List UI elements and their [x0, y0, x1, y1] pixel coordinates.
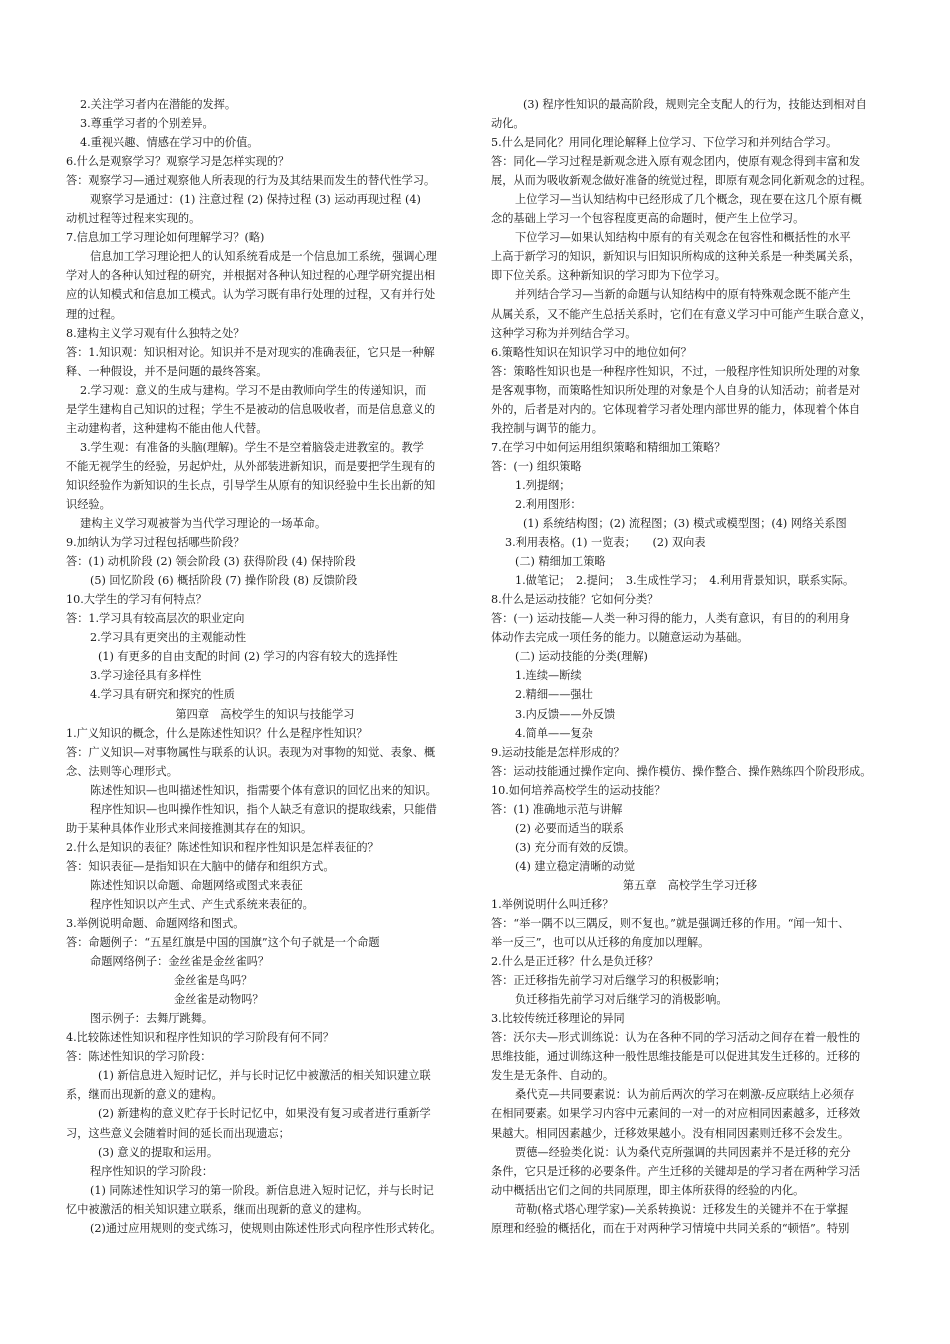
text-line: (1) 新信息进入短时记忆，并与长时记忆中被激活的相关知识建立联 [98, 1069, 431, 1083]
text-line: 上高于新学习的知识，新知识与旧知识所构成的这种关系是一种类属关系， [491, 250, 861, 264]
text-line: 主动建构者，这种建构不能由他人代替。 [66, 421, 268, 435]
text-line: 2.什么是知识的表征？陈述性知识和程序性知识是怎样表征的？ [66, 840, 379, 854]
text-line: 1.广义知识的概念，什么是陈述性知识？什么是程序性知识？ [66, 726, 368, 740]
text-line: 念、法则等心理形式。 [66, 764, 178, 778]
text-line: 助于某种具体作业形式来间接推测其存在的知识。 [66, 821, 313, 835]
text-line: 知识经验作为新知识的生长点，引导学生从原有的知识经验中生长出新的知 [66, 478, 436, 492]
text-line: 5.什么是同化？用同化理论解释上位学习、下位学习和并列结合学习。 [491, 136, 838, 150]
text-line: 答：正迁移指先前学习对后继学习的积极影响； [491, 974, 726, 988]
text-line: (1) 系统结构图；(2) 流程图；(3) 模式或模型图；(4) 网络关系图 [523, 517, 847, 531]
text-line: 命题网络例子：金丝雀是金丝雀吗？ [90, 955, 270, 969]
text-line: 2.精细——强壮 [515, 688, 593, 702]
text-line: (5) 回忆阶段 (6) 概括阶段 (7) 操作阶段 (8) 反馈阶段 [90, 574, 358, 588]
text-line: 展，从而为吸收新观念做好准备的统觉过程，即原有观念同化新观念的过程。 [491, 174, 872, 188]
text-line: 原理和经验的概括化，而在于对两种学习情境中共同关系的“顿悟”。特别 [491, 1221, 850, 1235]
text-line: 思维技能，通过训练这种一般性思维技能是可以促进其发生迁移的。迁移的 [491, 1050, 861, 1064]
left-column [66, 95, 464, 1238]
text-line: (2) 新建构的意义贮存于长时记忆中，如果没有复习或者进行重新学 [98, 1107, 431, 1121]
text-line: 4.简单——复杂 [515, 726, 593, 740]
text-line: 系，继而出现新的意义的建构。 [66, 1088, 223, 1102]
text-line: 1.做笔记； 2.提问； 3.生成性学习； 4.利用背景知识，联系实际。 [515, 574, 855, 588]
text-line: 发生是无条件、自动的。 [491, 1069, 615, 1083]
text-line: 贾德—经验类化说：认为桑代克所强调的共同因素并不是迁移的充分 [515, 1145, 851, 1159]
text-line: 并列结合学习—当新的命题与认知结构中的原有特殊观念既不能产生 [515, 288, 851, 302]
text-line: 桑代克—共同要素说：认为前后两次的学习在刺激-反应联结上必须存 [515, 1088, 855, 1102]
text-line: 负迁移指先前学习对后继学习的消极影响。 [515, 993, 728, 1007]
text-line: 程序性知识的学习阶段： [90, 1164, 214, 1178]
text-line: 是学生建构自己知识的过程；学生不是被动的信息吸收者，而是信息意义的 [66, 402, 436, 416]
text-line: 从属关系，又不能产生总括关系时，它们在有意义学习中可能产生联合意义， [491, 307, 872, 321]
text-line: 外的，后者是对内的。它体现着学习者处理内部世界的能力，体现着个体自 [491, 402, 861, 416]
text-line: 陈述性知识—也叫描述性知识，指需要个体有意识的回忆出来的知识。 [90, 783, 437, 797]
text-line: 1.连续—断续 [515, 669, 582, 683]
text-line: 3.尊重学习者的个别差异。 [80, 117, 214, 131]
text-line: 7.在学习中如何运用组织策略和精细加工策略？ [491, 440, 726, 454]
text-line: (3) 意义的提取和运用。 [98, 1145, 219, 1159]
text-line: 动化。 [491, 117, 525, 131]
text-line: (二) 精细加工策略 [515, 555, 606, 569]
text-line: 答：陈述性知识的学习阶段： [66, 1050, 212, 1064]
text-line: 6.策略性知识在知识学习中的地位如何？ [491, 345, 692, 359]
text-line: 释、一种假设，并不是问题的最终答案。 [66, 364, 268, 378]
text-line: 答：策略性知识也是一种程序性知识，不过，一般程序性知识所处理的对象 [491, 364, 861, 378]
text-line: 9.加纳认为学习过程包括哪些阶段？ [66, 536, 245, 550]
text-line: 建构主义学习观被誉为当代学习理论的一场革命。 [80, 517, 327, 531]
text-line: (1) 同陈述性知识学习的第一阶段。新信息进入短时记忆，并与长时记 [90, 1183, 434, 1197]
text-line: 4.学习具有研究和探究的性质 [90, 688, 235, 702]
text-line: 答：知识表征—是指知识在大脑中的储存和组织方式。 [66, 859, 335, 873]
text-line: 即下位关系。这种新知识的学习即为下位学习。 [491, 269, 726, 283]
text-line: 体动作去完成一项任务的能力。以随意运动为基础。 [491, 631, 749, 645]
text-line: 答：广义知识—对事物属性与联系的认识。表现为对事物的知觉、表象、概 [66, 745, 436, 759]
text-line: 答：“举一隅不以三隅反，则不复也。”就是强调迁移的作用。“闻一知十、 [491, 917, 850, 931]
text-line: 金丝雀是动物吗？ [174, 993, 264, 1007]
text-line: 4.比较陈述性知识和程序性知识的学习阶段有何不同？ [66, 1031, 334, 1045]
text-line: 3.举例说明命题、命题网络和图式。 [66, 917, 245, 931]
text-line: 8.建构主义学习观有什么独特之处？ [66, 326, 245, 340]
text-line: 答：命题例子：“五星红旗是中国的国旗”这个句子就是一个命题 [66, 936, 380, 950]
text-line: 答：同化—学习过程是新观念进入原有观念团内，使原有观念得到丰富和发 [491, 155, 861, 169]
text-line: (二) 运动技能的分类(理解) [515, 650, 648, 664]
text-line: 金丝雀是鸟吗？ [174, 974, 253, 988]
text-line: 识经验。 [66, 497, 111, 511]
text-line: 动中概括出它们之间的共同原理，即主体所获得的经验的内化。 [491, 1183, 805, 1197]
text-line: 忆中被激活的相关知识建立联系，继而出现新的意义的建构。 [66, 1202, 369, 1216]
text-line: 3.学习途径具有多样性 [90, 669, 202, 683]
text-line: (2) 必要而适当的联系 [515, 821, 624, 835]
text-line: 这种学习称为并列结合学习。 [491, 326, 637, 340]
text-line: 1.列提纲； [515, 478, 571, 492]
text-line: 信息加工学习理论把人的认知系统看成是一个信息加工系统，强调心理 [90, 250, 437, 264]
right-column [491, 95, 889, 1238]
text-line: 在相同要素。如果学习内容中元素间的一对一的对应相同因素越多，迁移效 [491, 1107, 861, 1121]
text-line: 我控制与调节的能力。 [491, 421, 603, 435]
text-line: 3.比较传统迁移理论的异同 [491, 1012, 625, 1026]
text-line: 上位学习—当认知结构中已经形成了几个概念，现在要在这几个原有概 [515, 193, 862, 207]
text-line: 应的认知模式和信息加工模式。认为学习既有串行处理的过程，又有并行处 [66, 288, 436, 302]
text-line: 答：运动技能通过操作定向、操作模仿、操作整合、操作熟练四个阶段形成。 [491, 764, 872, 778]
text-line: 2.学习观：意义的生成与建构。学习不是由教师向学生的传递知识，而 [80, 383, 427, 397]
text-line: 4.重视兴趣、情感在学习中的价值。 [80, 136, 259, 150]
text-line: 10.大学生的学习有何特点？ [66, 593, 207, 607]
text-line: 陈述性知识以命题、命题网络或图式来表征 [90, 878, 303, 892]
text-line: (3) 充分而有效的反馈。 [515, 840, 636, 854]
text-line: (4) 建立稳定清晰的动觉 [515, 859, 636, 873]
text-line: 答：1.学习具有较高层次的职业定向 [66, 612, 245, 626]
text-line: 第五章 高校学生学习迁移 [622, 878, 758, 892]
text-line: 10.如何培养高校学生的运动技能？ [491, 783, 666, 797]
text-line: 理的过程。 [66, 307, 122, 321]
text-line: 答：1.知识观：知识相对论。知识并不是对现实的准确表征，它只是一种解 [66, 345, 435, 359]
text-line: 答：沃尔夫—形式训练说：认为在各种不同的学习活动之间存在着一般性的 [491, 1031, 861, 1045]
text-line: (3) 程序性知识的最高阶段，规则完全支配人的行为，技能达到相对自 [523, 98, 867, 111]
text-line: 8.什么是运动技能？它如何分类？ [491, 593, 659, 607]
text-line: 程序性知识—也叫操作性知识，指个人缺乏有意识的提取线索，只能借 [90, 802, 437, 816]
text-line: 条件，它只是迁移的必要条件。产生迁移的关键却是的学习者在两种学习活 [491, 1164, 861, 1178]
text-line: 举一反三”，也可以从迁移的角度加以理解。 [491, 936, 710, 950]
text-line: 9.运动技能是怎样形成的？ [491, 745, 625, 759]
text-line: 2.什么是正迁移？什么是负迁移？ [491, 955, 659, 969]
text-line: 下位学习—如果认知结构中原有的有关观念在包容性和概括性的水平 [515, 231, 851, 245]
text-line: 3.利用表格。(1) 一览表； (2) 双向表 [505, 536, 706, 550]
text-line: 图示例子：去舞厅跳舞。 [90, 1012, 214, 1026]
text-line: 观察学习是通过：(1) 注意过程 (2) 保持过程 (3) 运动再现过程 (4) [90, 193, 421, 207]
text-line: 答：(一) 组织策略 [491, 459, 582, 473]
text-line: 答：观察学习—通过观察他人所表现的行为及其结果而发生的替代性学习。 [66, 174, 436, 188]
text-line: 果越大。相同因素越少，迁移效果越小。没有相同因素则迁移不会发生。 [491, 1126, 850, 1140]
text-line: (2)通过应用规则的变式练习，使规则由陈述性形式向程序性形式转化。 [90, 1221, 442, 1235]
text-line: 2.学习具有更突出的主观能动性 [90, 631, 247, 645]
text-line: 苛勒(格式塔心理学家)—关系转换说：迁移发生的关键并不在于掌握 [515, 1202, 849, 1216]
text-line: 6.什么是观察学习？观察学习是怎样实现的？ [66, 155, 290, 169]
text-line: 1.举例说明什么叫迁移？ [491, 897, 614, 911]
text-line: 是客观事物，而策略性知识所处理的对象是个人自身的认知活动；前者是对 [491, 383, 861, 397]
text-line: 答：(一) 运动技能—人类一种习得的能力，人类有意识，有目的的利用身 [491, 612, 851, 626]
text-line: 2.关注学习者内在潜能的发挥。 [80, 98, 237, 111]
text-line: 念的基础上学习一个包容程度更高的命题时，便产生上位学习。 [491, 212, 805, 226]
text-line: 动机过程等过程来实现的。 [66, 212, 201, 226]
text-line: 2.利用图形： [515, 497, 582, 511]
text-line: 不能无视学生的经验，另起炉灶，从外部装进新知识，而是要把学生现有的 [66, 459, 436, 473]
text-line: 答：(1) 准确地示范与讲解 [491, 802, 623, 816]
text-line: 3.学生观：有准备的头脑(理解)。学生不是空着脑袋走进教室的。教学 [80, 440, 424, 454]
text-line: 程序性知识以产生式、产生式系统来表征的。 [90, 897, 314, 911]
text-line: (1) 有更多的自由支配的时间 (2) 学习的内容有较大的选择性 [98, 650, 398, 664]
text-line: 3.内反馈——外反馈 [515, 707, 616, 721]
text-line: 第四章 高校学生的知识与技能学习 [175, 707, 355, 721]
text-line: 7.信息加工学习理论如何理解学习？(略) [66, 231, 265, 245]
text-line: 习，这些意义会随着时间的延长而出现遗忘； [66, 1126, 290, 1140]
text-line: 答：(1) 动机阶段 (2) 领会阶段 (3) 获得阶段 (4) 保持阶段 [66, 555, 356, 569]
text-line: 学对人的各种认知过程的研究，并根据对各种认知过程的心理学研究提出相 [66, 269, 436, 283]
